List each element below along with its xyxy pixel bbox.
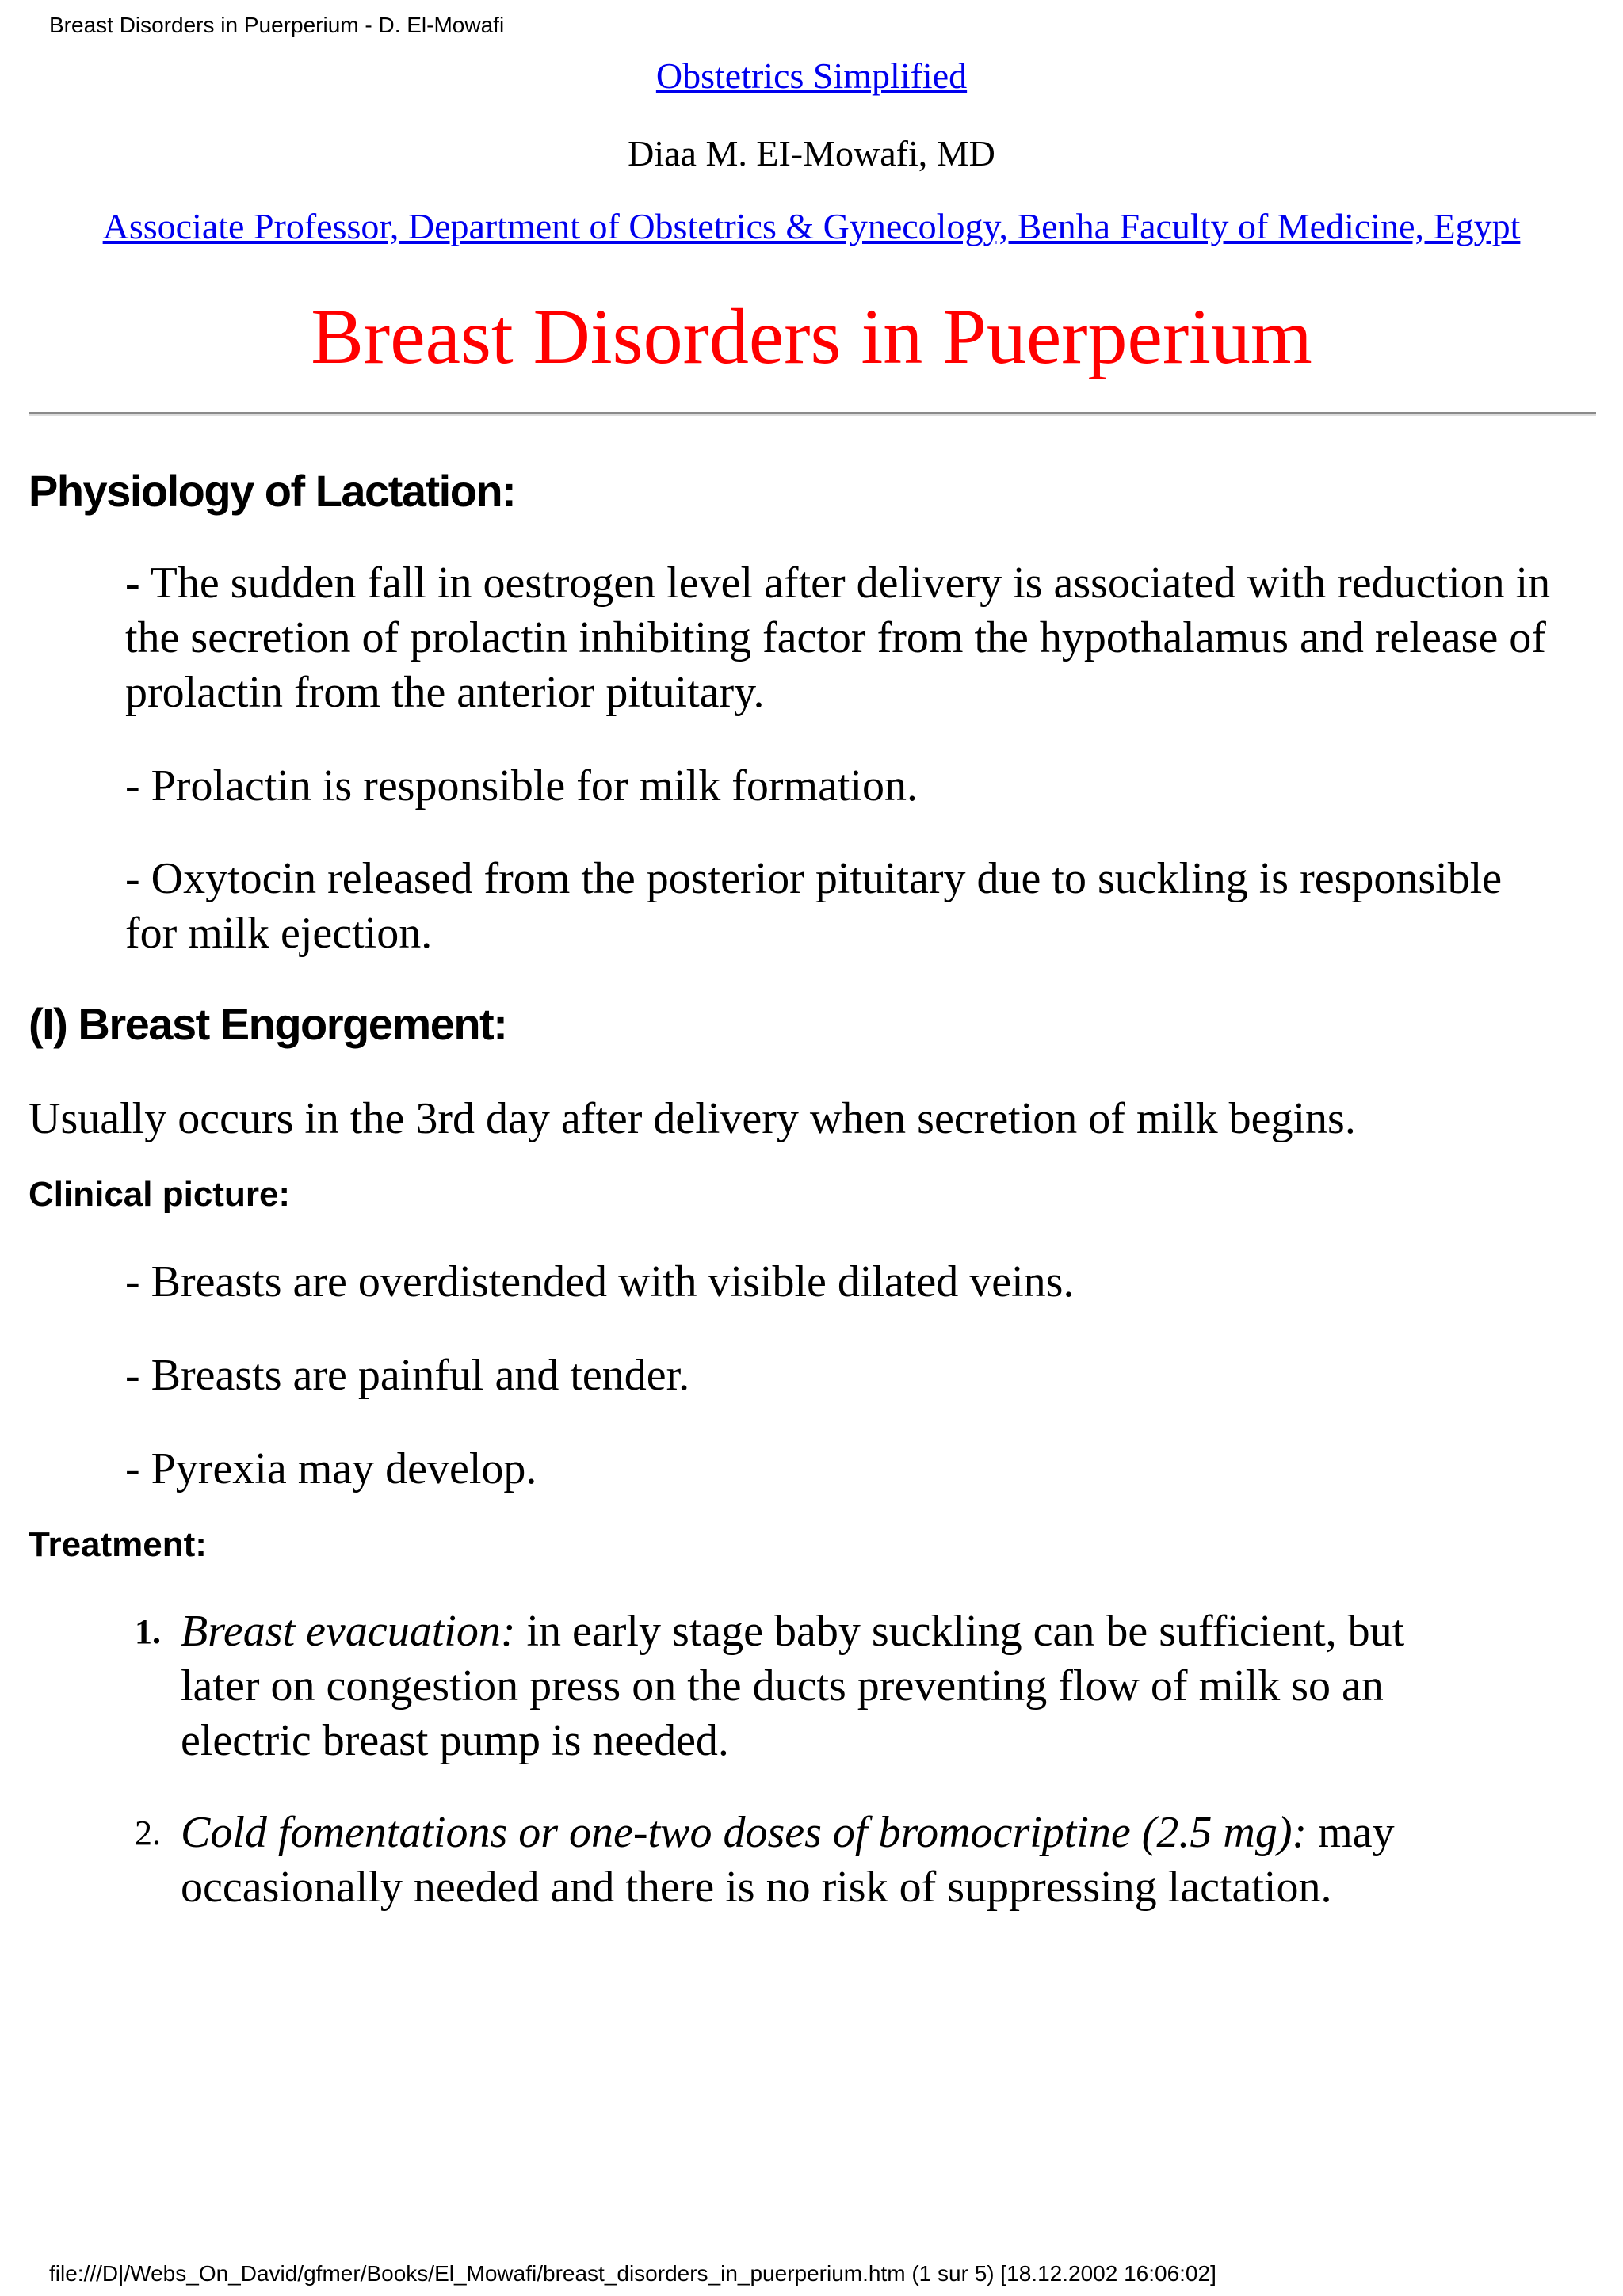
print-footer: file:///D|/Webs_On_David/gfmer/Books/El_Mowafi/breast_disorders_in_puerperium.htm (1 sur 5) [18.12.2002 16:06:02] bbox=[49, 2261, 1216, 2286]
engorgement-intro: Usually occurs in the 3rd day after delivery when secretion of milk begins. bbox=[29, 1094, 1356, 1143]
clinical-picture-heading: Clinical picture: bbox=[29, 1175, 291, 1214]
book-link-line bbox=[0, 54, 1623, 98]
treatment-item bbox=[135, 1806, 1488, 1915]
treatment-item-number: 2. bbox=[135, 1814, 161, 1852]
clinical-point: - Breasts are overdistended with visible dilated veins. bbox=[125, 1257, 1075, 1306]
treatment-item-term: Breast evacuation: bbox=[181, 1607, 516, 1656]
engorgement-heading: (I) Breast Engorgement: bbox=[29, 999, 507, 1049]
treatment-item-text: in early stage baby suckling can be sufficient, but later on congestion press on the ducts preventing flow of milk so an electric breast pump is needed. bbox=[181, 1607, 1405, 1765]
physiology-paragraph: - Prolactin is responsible for milk formation. bbox=[125, 761, 918, 810]
clinical-point: - Breasts are painful and tender. bbox=[125, 1351, 690, 1400]
print-header: Breast Disorders in Puerperium - D. El-Mowafi bbox=[49, 13, 505, 37]
clinical-point: - Pyrexia may develop. bbox=[125, 1444, 537, 1493]
affiliation-link[interactable]: Associate Professor, Department of Obstetrics & Gynecology, Benha Faculty of Medicine, Egypt bbox=[102, 206, 1521, 246]
treatment-item bbox=[135, 1604, 1488, 1768]
author-name: Diaa M. EI-Mowafi, MD bbox=[628, 133, 995, 174]
treatment-item-term: Cold fomentations or one-two doses of bromocriptine (2.5 mg): bbox=[181, 1808, 1308, 1857]
physiology-paragraph: - The sudden fall in oestrogen level after delivery is associated with reduction in the secretion of prolactin inhibiting factor from the hypothalamus and release of prolactin from the anterior pituitary. bbox=[125, 559, 1551, 717]
physiology-paragraph: - Oxytocin released from the posterior pituitary due to suckling is responsible for milk ejection. bbox=[125, 854, 1503, 958]
page-title: Breast Disorders in Puerperium bbox=[311, 292, 1312, 380]
treatment-item-text: may occasionally needed and there is no risk of suppressing lactation. bbox=[181, 1808, 1395, 1912]
treatment-heading: Treatment: bbox=[29, 1525, 207, 1564]
book-link[interactable]: Obstetrics Simplified bbox=[655, 55, 968, 96]
affiliation-line bbox=[0, 204, 1623, 249]
physiology-heading: Physiology of Lactation: bbox=[29, 466, 516, 516]
treatment-item-number: 1. bbox=[135, 1612, 161, 1651]
horizontal-divider bbox=[29, 412, 1596, 416]
